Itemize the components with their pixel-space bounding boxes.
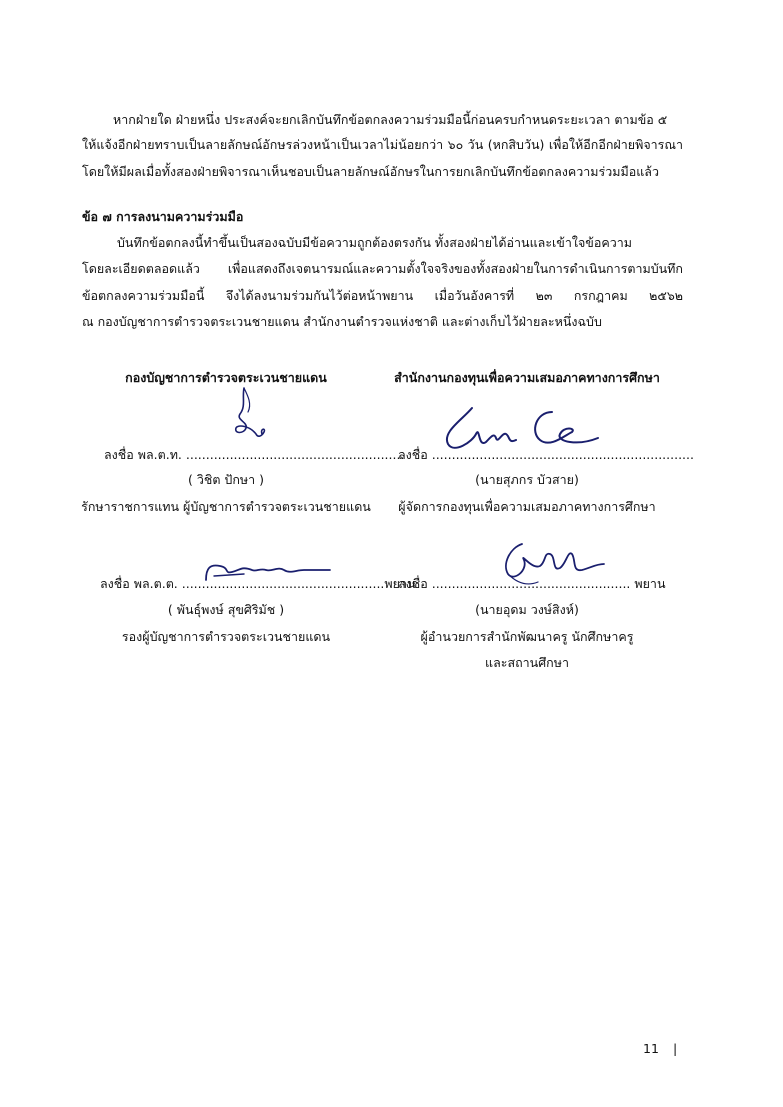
clause-7-line-4: ณ กองบัญชาการตำรวจตระเวนชายแดน สำนักงานตำรวจแห่งชาติ และต่างเก็บไว้ฝ่ายละหนึ่งฉบับ: [82, 314, 602, 329]
cancel-clause-line-1: หากฝ่ายใด ฝ่ายหนึ่ง ประสงค์จะยกเลิกบันทึกข้อตกลงความร่วมมือนี้ก่อนครบกำหนดระยะเวลา ตามข้อ ๕: [113, 112, 668, 127]
right-witness-sign-line: ลงชื่อ .................................................. พยาน: [398, 576, 666, 591]
left-signer-name: ( วิชิต ปักษา ): [187, 472, 265, 487]
clause-7-line-1: บันทึกข้อตกลงนี้ทำขึ้นเป็นสองฉบับมีข้อความถูกต้องตรงกัน ทั้งสองฝ่ายได้อ่านและเข้าใจข้อความ: [117, 235, 632, 250]
left-signature: [222, 384, 278, 446]
clause-7-heading: ข้อ ๗ การลงนามความร่วมมือ: [82, 209, 244, 224]
left-witness-sign-line: ลงชื่อ พล.ต.ต. ...................................................พยาน: [100, 576, 416, 591]
page-number-separator: |: [673, 1041, 678, 1056]
left-sign-line: ลงชื่อ พล.ต.ท. .......................................................: [104, 447, 405, 462]
left-party-org: กองบัญชาการตำรวจตระเวนชายแดน: [125, 370, 327, 385]
cancel-clause-line-2: ให้แจ้งอีกฝ่ายทราบเป็นลายลักษณ์อักษรล่วงหน้าเป็นเวลาไม่น้อยกว่า ๖๐ วัน (หกสิบวัน) เพื่อให้อีกอีกฝ่ายพิจารณา: [82, 137, 683, 152]
cancel-clause-line-3: โดยให้มีผลเมื่อทั้งสองฝ่ายพิจารณาเห็นชอบเป็นลายลักษณ์อักษรในการยกเลิกบันทึกข้อตกลงความร่วมมือแล้ว: [82, 164, 659, 179]
right-party-org: สำนักงานกองทุนเพื่อความเสมอภาคทางการศึกษา: [394, 370, 660, 385]
left-witness-name: ( พันธุ์พงษ์ สุขศิริมัช ): [167, 602, 285, 617]
right-sign-line: ลงชื่อ ..................................................................: [398, 447, 694, 462]
right-witness-title-line-1: ผู้อำนวยการสำนักพัฒนาครู นักศึกษาครู: [420, 629, 634, 644]
left-witness-title: รองผู้บัญชาการตำรวจตระเวนชายแดน: [121, 629, 331, 644]
right-signer-name: (นายสุภกร บัวสาย): [475, 472, 579, 487]
page-number: 11: [643, 1041, 659, 1056]
clause-7-line-2: โดยละเอียดตลอดแล้ว เพื่อแสดงถึงเจตนารมณ์และความตั้งใจจริงของทั้งสองฝ่ายในการดำเนินการตามบันทึก: [82, 261, 683, 276]
right-signer-title: ผู้จัดการกองทุนเพื่อความเสมอภาคทางการศึกษา: [398, 499, 656, 514]
left-signer-title: รักษาราชการแทน ผู้บัญชาการตำรวจตระเวนชายแดน: [81, 499, 371, 514]
right-witness-title-line-2: และสถานศึกษา: [485, 655, 569, 670]
right-witness-name: (นายอุดม วงษ์สิงห์): [475, 602, 579, 617]
clause-7-line-3: ข้อตกลงความร่วมมือนี้ จึงได้ลงนามร่วมกันไว้ต่อหน้าพยาน เมื่อวันอังคารที่ ๒๓ กรกฎาคม ๒๕๖๒: [82, 288, 684, 303]
